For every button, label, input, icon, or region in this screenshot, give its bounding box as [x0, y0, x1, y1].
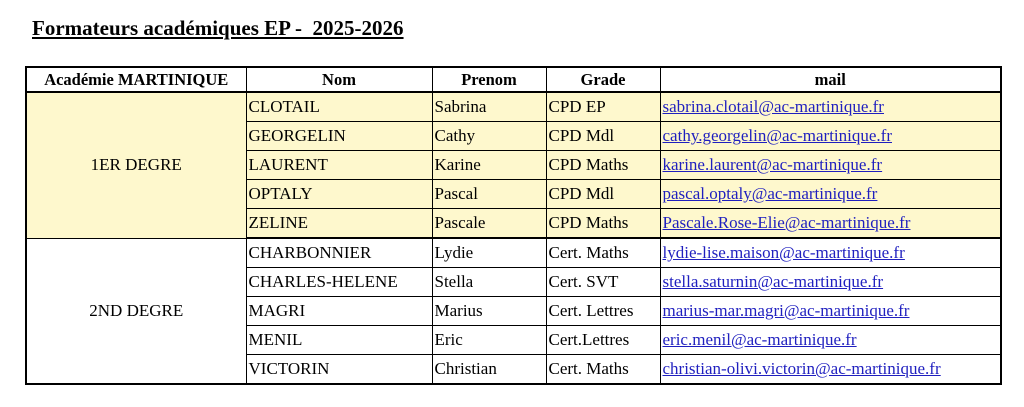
cell-prenom: Lydie — [432, 238, 546, 268]
header-grade: Grade — [546, 67, 660, 92]
table-row — [26, 92, 1001, 122]
email-link[interactable]: Pascale.Rose-Elie@ac-martinique.fr — [662, 213, 911, 232]
page-title: Formateurs académiques EP - 2025-2026 — [32, 16, 404, 40]
header-nom: Nom — [246, 67, 432, 92]
cell-grade: CPD Mdl — [546, 180, 660, 209]
group-label: 1ER DEGRE — [26, 92, 246, 238]
cell-mail — [660, 180, 1001, 209]
cell-grade: Cert. SVT — [546, 268, 660, 297]
cell-mail — [660, 238, 1001, 268]
cell-grade: CPD Maths — [546, 209, 660, 239]
cell-nom: CHARLES-HELENE — [246, 268, 432, 297]
cell-prenom: Pascale — [432, 209, 546, 239]
cell-grade: CPD Mdl — [546, 122, 660, 151]
cell-grade: Cert. Maths — [546, 238, 660, 268]
email-link[interactable]: christian-olivi.victorin@ac-martinique.fr — [662, 359, 941, 378]
cell-nom: CHARBONNIER — [246, 238, 432, 268]
cell-nom: ZELINE — [246, 209, 432, 239]
cell-mail — [660, 209, 1001, 239]
cell-nom: GEORGELIN — [246, 122, 432, 151]
cell-nom: VICTORIN — [246, 355, 432, 385]
cell-mail — [660, 326, 1001, 355]
cell-mail — [660, 268, 1001, 297]
cell-nom: LAURENT — [246, 151, 432, 180]
cell-prenom: Karine — [432, 151, 546, 180]
cell-mail — [660, 297, 1001, 326]
email-link[interactable]: cathy.georgelin@ac-martinique.fr — [662, 126, 892, 145]
cell-grade: Cert. Lettres — [546, 297, 660, 326]
cell-nom: CLOTAIL — [246, 92, 432, 122]
email-link[interactable]: stella.saturnin@ac-martinique.fr — [662, 272, 884, 291]
cell-prenom: Stella — [432, 268, 546, 297]
trainers-table — [25, 66, 1002, 385]
cell-grade: Cert.Lettres — [546, 326, 660, 355]
table-row — [26, 238, 1001, 268]
cell-prenom: Sabrina — [432, 92, 546, 122]
cell-mail — [660, 355, 1001, 385]
cell-prenom: Pascal — [432, 180, 546, 209]
cell-mail — [660, 151, 1001, 180]
cell-grade: CPD EP — [546, 92, 660, 122]
cell-mail — [660, 122, 1001, 151]
cell-prenom: Christian — [432, 355, 546, 385]
email-link[interactable]: karine.laurent@ac-martinique.fr — [662, 155, 883, 174]
email-link[interactable]: pascal.optaly@ac-martinique.fr — [662, 184, 878, 203]
cell-prenom: Marius — [432, 297, 546, 326]
cell-grade: Cert. Maths — [546, 355, 660, 385]
email-link[interactable]: sabrina.clotail@ac-martinique.fr — [662, 97, 884, 116]
cell-prenom: Eric — [432, 326, 546, 355]
email-link[interactable]: marius-mar.magri@ac-martinique.fr — [662, 301, 910, 320]
group-label: 2ND DEGRE — [26, 238, 246, 384]
cell-nom: OPTALY — [246, 180, 432, 209]
cell-nom: MENIL — [246, 326, 432, 355]
header-mail: mail — [660, 67, 1001, 92]
header-academie: Académie MARTINIQUE — [26, 67, 246, 92]
cell-mail — [660, 92, 1001, 122]
header-prenom: Prenom — [432, 67, 546, 92]
email-link[interactable]: lydie-lise.maison@ac-martinique.fr — [662, 243, 905, 262]
cell-nom: MAGRI — [246, 297, 432, 326]
cell-grade: CPD Maths — [546, 151, 660, 180]
email-link[interactable]: eric.menil@ac-martinique.fr — [662, 330, 857, 349]
table-header-row — [26, 67, 1001, 92]
cell-prenom: Cathy — [432, 122, 546, 151]
